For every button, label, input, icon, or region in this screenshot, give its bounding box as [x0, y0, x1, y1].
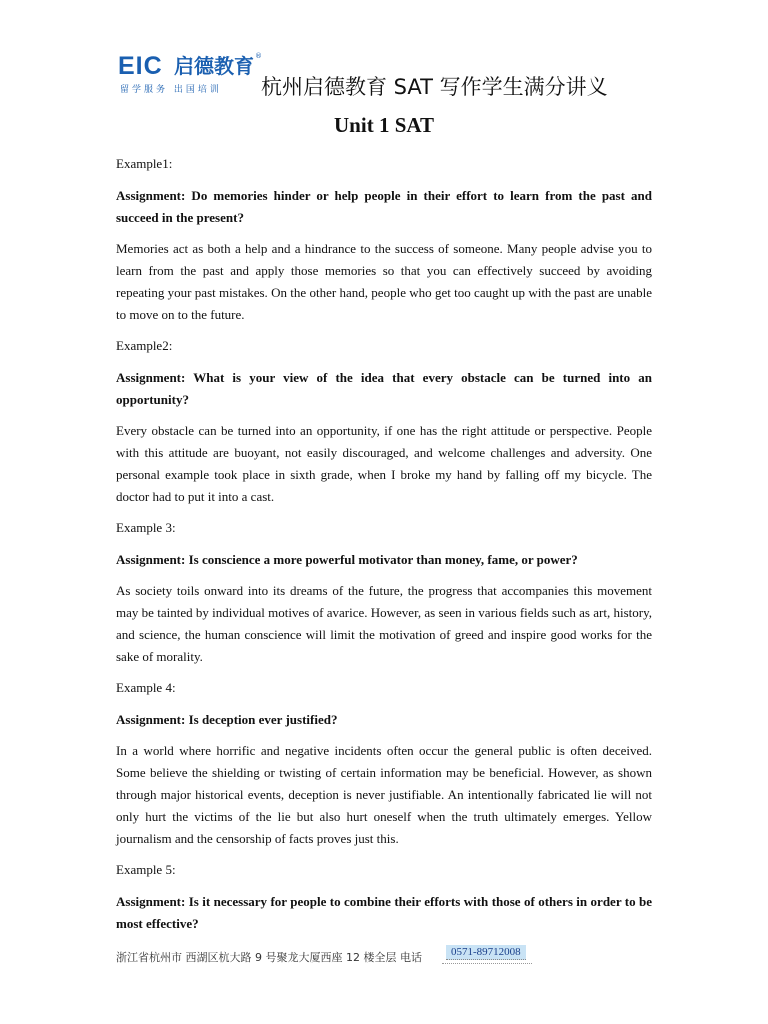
example-text: In a world where horrific and negative incidents often occur the general public is often deceived. Some believe the shielding or twisting of certain information may be beneficial. However, as shown through major historical events, deception is never justifiable. An intentionally fabricated lie will not only hurt the victims of the lie but also hurt oneself when the truth ultimately emerges. Yellow journalism and the censorship of facts proves just this.: [116, 743, 652, 846]
example-4: [116, 677, 652, 850]
example-text: Every obstacle can be turned into an opportunity, if one has the right attitude or perspective. People with this attitude are buoyant, not easily discouraged, and welcome challenges and adversity. One personal example took place in sixth grade, when I broke my hand by falling off my bicycle. The doctor had to put it into a cast.: [116, 423, 652, 504]
logo-subtitle: 留学服务 出国培训: [120, 85, 222, 95]
assignment-prompt: Assignment: Is conscience a more powerful motivator than money, fame, or power?: [116, 552, 578, 567]
example-5: [116, 859, 652, 935]
example-label: Example 3:: [116, 520, 176, 535]
footer-phone[interactable]: 0571-89712008: [446, 945, 526, 960]
assignment-prompt: Assignment: Is deception ever justified?: [116, 712, 338, 727]
assignment-prompt: Assignment: Do memories hinder or help people in their effort to learn from the past and succeed in the present?: [116, 188, 652, 225]
example-label: Example2:: [116, 338, 173, 353]
eic-logo: [118, 52, 262, 96]
assignment-prompt: Assignment: What is your view of the idea that every obstacle can be turned into an opportunity?: [116, 370, 652, 407]
example-text: Memories act as both a help and a hindrance to the success of someone. Many people advise you to learn from the past and apply those memories so that you can effectively succeed by avoiding repeating your past mistakes. On the other hand, people who get too caught up with the past are unable to move on to the future.: [116, 241, 652, 322]
footer-address: 浙江省杭州市 西湖区杭大路 9 号聚龙大厦西座 12 楼全层 电话: [116, 951, 422, 964]
unit-title: Unit 1 SAT: [334, 113, 434, 137]
example-label: Example 5:: [116, 862, 176, 877]
registered-mark: ®: [255, 52, 262, 60]
example-3: [116, 517, 652, 668]
example-1: [116, 153, 652, 326]
example-label: Example1:: [116, 156, 173, 171]
page-header: [118, 52, 678, 104]
example-text: As society toils onward into its dreams of the future, the progress that accompanies this movement may be tainted by individual motives of avarice. However, as seen in various fields such as art, history, and science, the human conscience will limit the motivation of greed and inspire good works for the sake of morality.: [116, 583, 652, 664]
footer-underline: [442, 963, 532, 964]
page-footer: [116, 946, 536, 966]
logo-name: 启德教育: [174, 54, 254, 78]
header-title: 杭州启德教育 SAT 写作学生满分讲义: [261, 75, 608, 99]
document-body: [116, 153, 652, 944]
example-2: [116, 335, 652, 508]
logo-mark: EIC: [118, 52, 163, 80]
assignment-prompt: Assignment: Is it necessary for people to combine their efforts with those of others in order to be most effective?: [116, 894, 652, 931]
example-label: Example 4:: [116, 680, 176, 695]
